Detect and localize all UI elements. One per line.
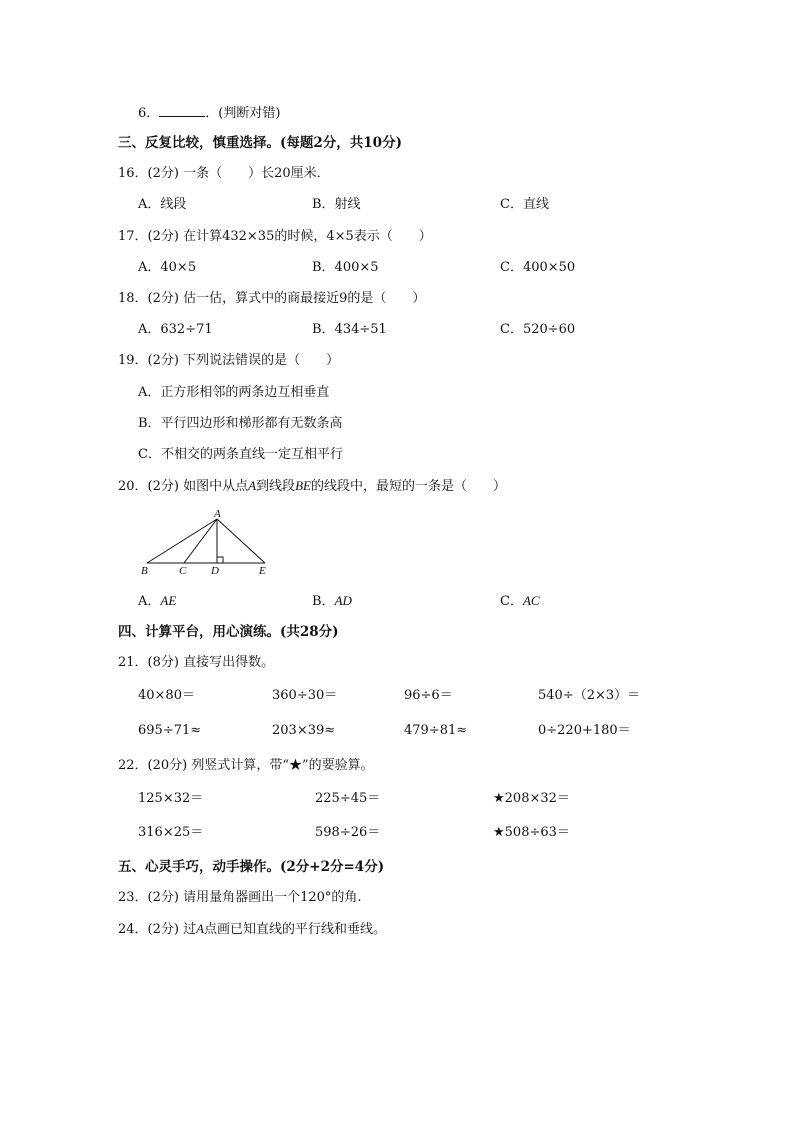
q6-suffix: ．(判断对错) (205, 106, 281, 121)
q22-expr-4: 316×25＝ (138, 825, 204, 840)
q20-option-c-prefix: C． (500, 594, 523, 609)
q18-option-a[interactable]: A．632÷71 (138, 322, 213, 337)
label-e: E (259, 565, 266, 577)
segment-ae (217, 519, 265, 563)
q22-expr-5: 598÷26＝ (315, 825, 381, 840)
section-4-title: 四、计算平台，用心演练。(共28分) (118, 624, 339, 640)
q19-option-a[interactable]: A．正方形相邻的两条边互相垂直 (138, 385, 330, 400)
label-b: B (141, 565, 148, 577)
q21-expr-4: 540÷（2×3）＝ (538, 688, 641, 703)
q17-option-a[interactable]: A．40×5 (138, 260, 197, 275)
q16-option-c[interactable]: C．直线 (500, 197, 549, 212)
section-3-title: 三、反复比较，慎重选择。(每题2分，共10分) (118, 135, 402, 151)
q20-option-a[interactable] (138, 592, 176, 611)
segment-ac (184, 519, 217, 563)
segment-ab (147, 519, 217, 563)
q18-option-c[interactable]: C．520÷60 (500, 322, 576, 337)
q18-stem: 18．(2分) 估一估，算式中的商最接近9的是（ ） (118, 291, 426, 306)
q20-option-b-value: AD (334, 593, 352, 608)
q24-stem (118, 920, 386, 939)
right-angle-mark (217, 557, 223, 563)
q21-expr-8: 0÷220+180＝ (538, 723, 631, 738)
q19-option-b[interactable]: B．平行四边形和梯形都有无数条高 (138, 416, 343, 431)
q22-expr-1: 125×32＝ (138, 791, 204, 806)
q17-option-b[interactable]: B．400×5 (312, 260, 379, 275)
label-a: A (214, 508, 221, 520)
q20-option-c-value: AC (522, 593, 540, 608)
q20-stem (118, 477, 506, 496)
q19-option-c[interactable]: C．不相交的两条直线一定互相平行 (138, 447, 343, 462)
q22-stem: 22．(20分) 列竖式计算，带“★”的要验算。 (118, 758, 374, 773)
q20-stem-pre: 20．(2分) 如图中从点 (118, 479, 249, 494)
q17-stem: 17．(2分) 在计算432×35的时候，4×5表示（ ） (118, 229, 432, 244)
q20-segment: BE (295, 478, 311, 493)
q19-stem: 19．(2分) 下列说法错误的是（ ） (118, 353, 340, 368)
q21-expr-3: 96÷6＝ (404, 688, 453, 703)
section-5-title: 五、心灵手巧，动手操作。(2分+2分=4分) (118, 859, 385, 875)
q21-expr-5: 695÷71≈ (138, 723, 202, 738)
q20-option-b[interactable] (312, 592, 352, 611)
q6-line (138, 103, 280, 123)
q24-point-a: A (196, 921, 205, 936)
q24-stem-post: 点画已知直线的平行线和垂线。 (204, 922, 387, 937)
q17-option-c[interactable]: C．400×50 (500, 260, 576, 275)
q16-option-a[interactable]: A．线段 (138, 197, 187, 212)
q21-expr-1: 40×80＝ (138, 688, 195, 703)
q21-expr-2: 360÷30＝ (272, 688, 338, 703)
q21-expr-6: 203×39≈ (272, 723, 336, 738)
label-c: C (179, 565, 187, 577)
q16-option-b[interactable]: B．射线 (312, 197, 361, 212)
q20-option-b-prefix: B． (312, 594, 335, 609)
q20-option-a-prefix: A． (138, 594, 161, 609)
q6-answer-blank[interactable] (159, 103, 205, 117)
q20-stem-mid: 到线段 (256, 479, 296, 494)
q20-stem-post: 的线段中，最短的一条是（ ） (310, 479, 506, 494)
q16-stem: 16．(2分) 一条（ ）长20厘米． (118, 166, 330, 181)
q22-expr-2: 225÷45＝ (315, 791, 381, 806)
q18-option-b[interactable]: B．434÷51 (312, 322, 387, 337)
q20-triangle-figure (135, 508, 285, 580)
label-d: D (211, 565, 219, 577)
q21-expr-7: 479÷81≈ (404, 723, 468, 738)
q20-option-c[interactable] (500, 592, 540, 611)
q22-expr-6: ★508÷63＝ (493, 825, 570, 840)
q22-expr-3: ★208×32＝ (493, 791, 570, 806)
q24-stem-pre: 24．(2分) 过 (118, 922, 197, 937)
q6-number: 6． (138, 106, 160, 121)
q20-point-a: A (248, 478, 257, 493)
q20-option-a-value: AE (160, 593, 177, 608)
q23-stem: 23．(2分) 请用量角器画出一个120°的角. (118, 890, 362, 905)
q21-stem: 21．(8分) 直接写出得数。 (118, 655, 275, 670)
